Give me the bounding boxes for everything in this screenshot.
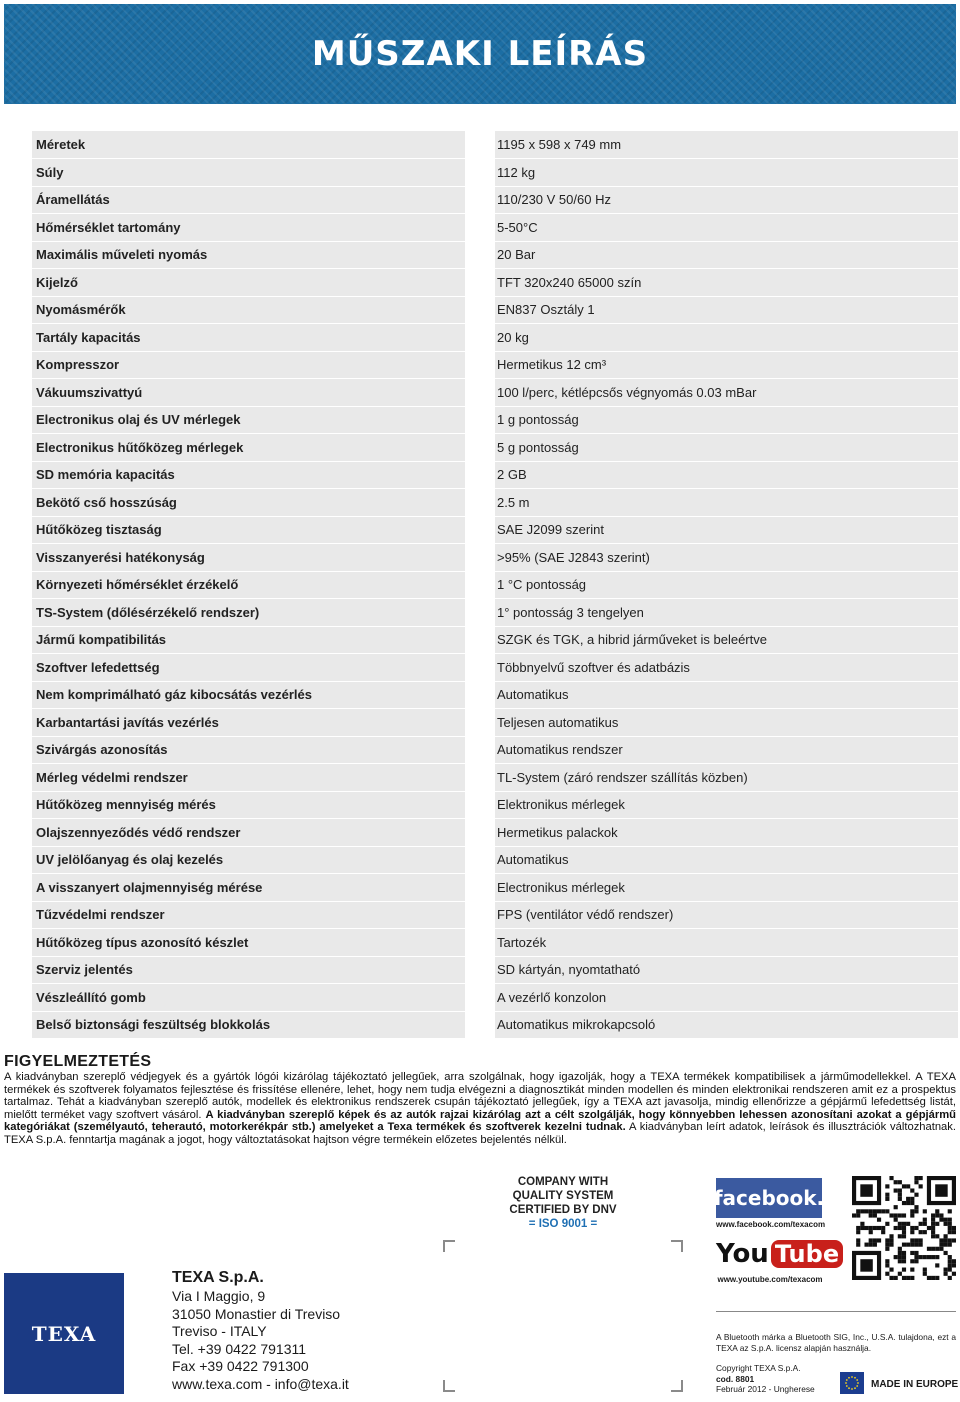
spec-row <box>32 764 958 792</box>
youtube-icon[interactable] <box>716 1236 840 1272</box>
frame-corner-icon <box>443 1380 455 1392</box>
spec-row <box>32 241 958 269</box>
facebook-icon[interactable] <box>713 1178 825 1218</box>
spec-label: Olajszennyeződés védő rendszer <box>32 819 480 847</box>
spec-value: 110/230 V 50/60 Hz <box>480 186 958 214</box>
spec-value: 1195 x 598 x 749 mm <box>480 131 958 159</box>
spec-row <box>32 846 958 874</box>
spec-row <box>32 379 958 407</box>
spec-row <box>32 296 958 324</box>
spec-label: Kijelző <box>32 269 480 297</box>
spec-value: A vezérlő konzolon <box>480 984 958 1012</box>
spec-label: UV jelölőanyag és olaj kezelés <box>32 846 480 874</box>
spec-row <box>32 489 958 517</box>
spec-value: 112 kg <box>480 159 958 187</box>
warning-text-part2: A kiadványban leírt adatok, leírások és illusztrációk változhatnak. TEXA S.p.A. fenntartja magának a jogot, hogy változtatásokat hajtson végre termékein előzetes bejelentés nélkül. <box>4 1121 956 1146</box>
spec-label: Vákuumszivattyú <box>32 379 480 407</box>
company-address-3: Treviso - ITALY <box>172 1323 267 1340</box>
spec-row <box>32 516 958 544</box>
spec-value: 20 Bar <box>480 241 958 269</box>
spec-label: Nem komprimálható gáz kibocsátás vezérlés <box>32 681 480 709</box>
spec-row <box>32 351 958 379</box>
spec-label: Súly <box>32 159 480 187</box>
spec-label: Kompresszor <box>32 351 480 379</box>
spec-row <box>32 874 958 902</box>
facebook-url[interactable]: www.facebook.com/texacom <box>716 1220 826 1229</box>
company-address-2: 31050 Monastier di Treviso <box>172 1305 341 1322</box>
spec-label: Karbantartási javítás vezérlés <box>32 709 480 737</box>
spec-label: Electronikus olaj és UV mérlegek <box>32 406 480 434</box>
page-title: MŰSZAKI LEÍRÁS <box>311 34 649 74</box>
spec-value: SZGK és TGK, a hibrid járműveket is beleértve <box>480 626 958 654</box>
spec-value: Többnyelvű szoftver és adatbázis <box>480 654 958 682</box>
cert-line-1: COMPANY WITH <box>517 1176 609 1188</box>
copyright-line: Copyright TEXA S.p.A. <box>716 1363 801 1373</box>
spec-row <box>32 186 958 214</box>
company-name: TEXA S.p.A. <box>172 1269 264 1286</box>
spec-value: Automatikus <box>480 681 958 709</box>
spec-label: A visszanyert olajmennyiség mérése <box>32 874 480 902</box>
spec-label: Belső biztonsági feszültség blokkolás <box>32 1011 480 1039</box>
spec-row <box>32 791 958 819</box>
company-web[interactable]: www.texa.com - info@texa.it <box>172 1375 349 1392</box>
facebook-logo-text: facebook. <box>713 1186 825 1210</box>
spec-value: FPS (ventilátor védő rendszer) <box>480 901 958 929</box>
spec-value: 20 kg <box>480 324 958 352</box>
spec-label: Tartály kapacitás <box>32 324 480 352</box>
spec-value: EN837 Osztály 1 <box>480 296 958 324</box>
spec-value: SAE J2099 szerint <box>480 516 958 544</box>
spec-row <box>32 956 958 984</box>
warning-text <box>4 1071 956 1147</box>
footer-divider <box>716 1311 956 1312</box>
spec-label: Szoftver lefedettség <box>32 654 480 682</box>
company-info <box>172 1268 412 1394</box>
spec-value: Automatikus rendszer <box>480 736 958 764</box>
spec-value: TFT 320x240 65000 szín <box>480 269 958 297</box>
spec-label: Szivárgás azonosítás <box>32 736 480 764</box>
spec-value: 2.5 m <box>480 489 958 517</box>
spec-label: Hűtőközeg mennyiség mérés <box>32 791 480 819</box>
spec-value: Hermetikus palackok <box>480 819 958 847</box>
spec-label: Hűtőközeg tisztaság <box>32 516 480 544</box>
eu-flag-icon <box>840 1372 864 1394</box>
spec-label: Környezeti hőmérséklet érzékelő <box>32 571 480 599</box>
spec-value: Tartozék <box>480 929 958 957</box>
spec-row <box>32 159 958 187</box>
spec-row <box>32 214 958 242</box>
spec-row <box>32 131 958 159</box>
spec-row <box>32 901 958 929</box>
spec-table-body <box>32 131 958 1039</box>
spec-row <box>32 654 958 682</box>
spec-label: Hűtőközeg típus azonosító készlet <box>32 929 480 957</box>
publication-date: Február 2012 - Ungherese <box>716 1384 815 1394</box>
spec-row <box>32 681 958 709</box>
title-banner <box>4 4 956 104</box>
spec-value: 5 g pontosság <box>480 434 958 462</box>
spec-value: 5-50°C <box>480 214 958 242</box>
warning-text-part1: A kiadványban szereplő védjegyek és a gyártók lógói kizárólag tájékoztató jellegűek, arra szolgálnak, hogy igazolják, hogy a TEXA termékek kompatibilisek a járműmodellekkel. A TEXA termékek és szoftverek folyamatos fejlesztése és frissítése ellenére, lehet, hogy nem tudja elvégezni a diagnosztikát minden modellen és minden elektronikai rendszeren amit ez a prospektus tartalmaz. Tehát a kiadványban szereplő autók, modellek és elektronikus rendszerek csupán tájékoztató jellegűek, így a TEXA azt javasolja, mindig ellenőrizze a gépjármű lefedettség listát, mielőtt terméket vagy szoftvert vásárol. <box>4 1071 956 1121</box>
texa-logo <box>4 1273 124 1394</box>
cert-line-2: QUALITY SYSTEM <box>512 1190 614 1202</box>
spec-value: >95% (SAE J2843 szerint) <box>480 544 958 572</box>
eu-stars-icon <box>842 1374 862 1392</box>
qr-code-icon[interactable] <box>852 1176 956 1280</box>
spec-row <box>32 984 958 1012</box>
spec-label: Bekötő cső hosszúság <box>32 489 480 517</box>
spec-label: Mérleg védelmi rendszer <box>32 764 480 792</box>
company-fax: Fax +39 0422 791300 <box>172 1358 309 1375</box>
spec-row <box>32 599 958 627</box>
warning-text-bold: A kiadványban szereplő képek és az autók rajzai kizárólag azt a célt szolgálják, hogy könnyebben lehessen azonosítani azokat a gépjármű kategóriákat (személyautó, teherautó, motorkerékpár stb.) amelyeket a Texa termékek és szoftverek kezelni tudnak. <box>4 1108 956 1134</box>
quality-certification <box>490 1175 636 1231</box>
spec-label: TS-System (dőlésérzékelő rendszer) <box>32 599 480 627</box>
spec-label: Méretek <box>32 131 480 159</box>
spec-value: Teljesen automatikus <box>480 709 958 737</box>
cert-line-3: CERTIFIED BY DNV <box>509 1204 617 1216</box>
warning-title: FIGYELMEZTETÉS <box>4 1053 152 1070</box>
spec-row <box>32 544 958 572</box>
spec-row <box>32 1011 958 1039</box>
spec-value: Hermetikus 12 cm³ <box>480 351 958 379</box>
spec-value: Automatikus mikrokapcsoló <box>480 1011 958 1039</box>
spec-label: SD memória kapacitás <box>32 461 480 489</box>
spec-value: Electronikus mérlegek <box>480 874 958 902</box>
youtube-url[interactable]: www.youtube.com/texacom <box>717 1275 823 1284</box>
spec-value: SD kártyán, nyomtatható <box>480 956 958 984</box>
spec-row <box>32 269 958 297</box>
spec-label: Visszanyerési hatékonyság <box>32 544 480 572</box>
frame-corner-icon <box>671 1240 683 1252</box>
spec-label: Nyomásmérők <box>32 296 480 324</box>
spec-label: Electronikus hűtőközeg mérlegek <box>32 434 480 462</box>
spec-value: 100 l/perc, kétlépcsős végnyomás 0.03 mBar <box>480 379 958 407</box>
spec-label: Jármű kompatibilitás <box>32 626 480 654</box>
company-tel: Tel. +39 0422 791311 <box>172 1340 307 1357</box>
spec-label: Hőmérséklet tartomány <box>32 214 480 242</box>
spec-row <box>32 626 958 654</box>
spec-row <box>32 324 958 352</box>
youtube-logo-tube: Tube <box>771 1240 843 1268</box>
youtube-logo-you: You <box>716 1239 769 1269</box>
spec-label: Szerviz jelentés <box>32 956 480 984</box>
made-in-europe-label: MADE IN EUROPE <box>871 1379 959 1390</box>
spec-value: TL-System (záró rendszer szállítás közben) <box>480 764 958 792</box>
spec-row <box>32 929 958 957</box>
spec-value: Elektronikus mérlegek <box>480 791 958 819</box>
company-address-1: Via I Maggio, 9 <box>172 1288 266 1304</box>
frame-corner-icon <box>443 1240 455 1252</box>
spec-label: Maximális műveleti nyomás <box>32 241 480 269</box>
spec-row <box>32 434 958 462</box>
spec-row <box>32 571 958 599</box>
spec-row <box>32 461 958 489</box>
spec-label: Vészleállító gomb <box>32 984 480 1012</box>
bluetooth-note: A Bluetooth márka a Bluetooth SIG, Inc., U.S.A. tulajdona, ezt a TEXA az S.p.A. licensz alapján használja. <box>716 1332 956 1353</box>
spec-value: 1° pontosság 3 tengelyen <box>480 599 958 627</box>
spec-value: 2 GB <box>480 461 958 489</box>
spec-row <box>32 406 958 434</box>
spec-label: Tűzvédelmi rendszer <box>32 901 480 929</box>
copyright-block <box>716 1363 846 1395</box>
texa-logo-text: TEXA <box>31 1321 97 1346</box>
spec-row <box>32 709 958 737</box>
spec-table <box>32 131 958 1039</box>
spec-value: Automatikus <box>480 846 958 874</box>
spec-row <box>32 736 958 764</box>
frame-corner-icon <box>671 1380 683 1392</box>
spec-value: 1 °C pontosság <box>480 571 958 599</box>
spec-label: Áramellátás <box>32 186 480 214</box>
product-code: cod. 8801 <box>716 1373 755 1384</box>
spec-row <box>32 819 958 847</box>
warning-section <box>4 1053 956 1147</box>
spec-value: 1 g pontosság <box>480 406 958 434</box>
iso-label: = ISO 9001 = <box>528 1218 598 1230</box>
